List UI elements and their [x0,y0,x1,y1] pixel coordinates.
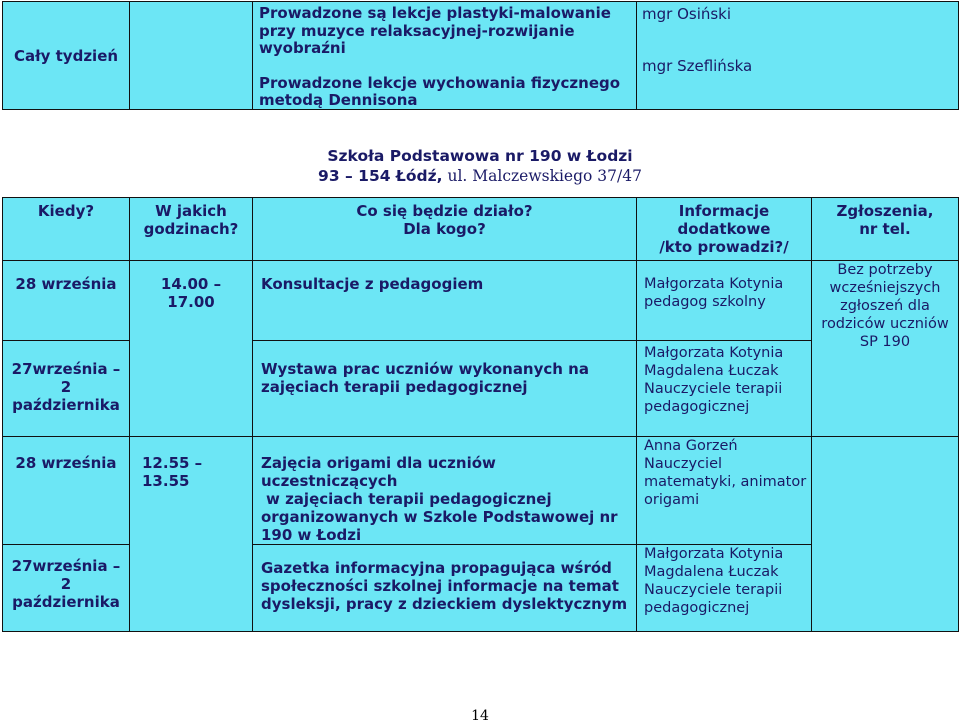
row3-hours-line: 13.55 [142,472,190,490]
row1-hours-line: 14.00 – [160,275,222,293]
row2-info-line: Nauczyciele terapii [644,381,783,397]
row4-info-line: Małgorzata Kotynia [644,546,784,562]
row1-event-label: Konsultacje z pedagogiem [261,275,484,293]
row3-event [253,437,637,545]
row1-date [3,261,130,341]
row2-date-line: 2 [60,378,72,396]
header-info-line: Informacje [678,202,770,220]
header-info-line: dodatkowe [677,220,771,238]
reg-note-line: SP 190 [859,334,911,350]
row3-info-line: Nauczyciel [644,456,723,472]
page-number: 14 [471,708,489,724]
row3-hours-line: 12.55 – [142,454,203,472]
row1-hours [130,261,253,437]
registration-note [812,261,959,437]
header-what [253,198,637,261]
header-reg-line: Zgłoszenia, [836,202,934,220]
row4-event-line: dysleksji, pracy z dzieckiem dyslektycznym [261,595,628,613]
header-info-line: /kto prowadzi?/ [659,238,789,256]
row3-hours [130,437,253,632]
header-info [637,198,812,261]
row3-event-line: Zajęcia origami dla uczniów uczestniczących [261,454,496,490]
row2-event-line: zajęciach terapii pedagogicznej [261,378,528,396]
row4-info-line: Nauczyciele terapii [644,582,783,598]
header-when-label: Kiedy? [37,202,95,220]
activity1-line: przy muzyce relaksacyjnej-rozwijanie [259,21,575,40]
teacher-szeflinska: mgr Szeflińska [642,57,753,75]
week-label: Cały tydzień [13,46,119,65]
row1-event [253,261,637,341]
row2-date-line: 27września – [11,360,121,378]
row3-event-line: organizowanych w Szkole Podstawowej nr [261,508,618,526]
row1-hours-line: 17.00 [167,293,215,311]
row2-date [3,341,130,437]
row2-info-line: Małgorzata Kotynia [644,345,784,361]
row4-info-line: Magdalena Łuczak [644,564,779,580]
top-teachers [642,5,752,75]
schedule-table [2,197,959,632]
reg-note-line: Bez potrzeby [837,262,933,278]
row4-info-line: pedagogicznej [644,600,750,616]
row3-info-line: origami [644,492,700,508]
activity2-line: metodą Dennisona [259,91,418,109]
row4-event [253,545,637,632]
row4-date-line: 2 [60,575,72,593]
row4-date-line: października [12,593,120,611]
header-when [3,198,130,261]
row4-info [637,545,812,632]
row4-event-line: społeczności szkolnej informacje na temat [261,577,619,595]
row1-date-label: 28 września [15,275,117,293]
row2-event-line: Wystawa prac uczniów wykonanych na [261,360,589,378]
row3-info [637,437,812,545]
row3-date-label: 28 września [15,454,117,472]
row3-registration [812,437,959,632]
school-postal: 93 – 154 Łódź, [318,167,443,185]
header-what-line: Dla kogo? [403,220,486,238]
week-cell [3,2,130,110]
row1-info [637,261,812,341]
header-hours-line: W jakich [155,202,227,220]
top-activity-text [259,5,620,110]
row2-info [637,341,812,437]
header-what-line: Co się będzie działo? [356,202,533,220]
reg-note-line: wcześniejszych [829,280,941,296]
row4-event-line: Gazetka informacyjna propagująca wśród [261,559,612,577]
row1-info-line: Małgorzata Kotynia [644,276,784,292]
header-hours-line: godzinach? [143,220,239,238]
row3-event-line: w zajęciach terapii pedagogicznej [266,490,552,508]
row4-date-line: 27września – [11,557,121,575]
school-street: ul. Malczewskiego 37/47 [442,167,642,185]
reg-note-line: zgłoszeń dla [840,298,930,314]
activity2-line: Prowadzone lekcje wychowania fizycznego [259,73,621,92]
row3-date [3,437,130,545]
row3-info-line: Anna Gorzeń [644,438,738,454]
row2-event [253,341,637,437]
school-name: Szkoła Podstawowa nr 190 w Łodzi [327,147,633,165]
header-hours [130,198,253,261]
header-registration [812,198,959,261]
teacher-osinski: mgr Osiński [642,5,732,23]
header-reg-line: nr tel. [859,220,911,238]
row4-date [3,545,130,632]
reg-note-line: rodziców uczniów [821,316,949,332]
row1-info-line: pedagog szkolny [644,294,766,310]
school-address [0,166,960,187]
activity1-line: Prowadzone są lekcje plastyki-malowanie [259,4,611,22]
row2-date-line: października [12,396,120,414]
row3-event-line: 190 w Łodzi [261,526,362,544]
activity1-line: wyobraźni [259,39,346,57]
row2-info-line: Magdalena Łuczak [644,363,779,379]
row3-info-line: matematyki, animator [644,474,807,490]
row2-info-line: pedagogicznej [644,399,750,415]
